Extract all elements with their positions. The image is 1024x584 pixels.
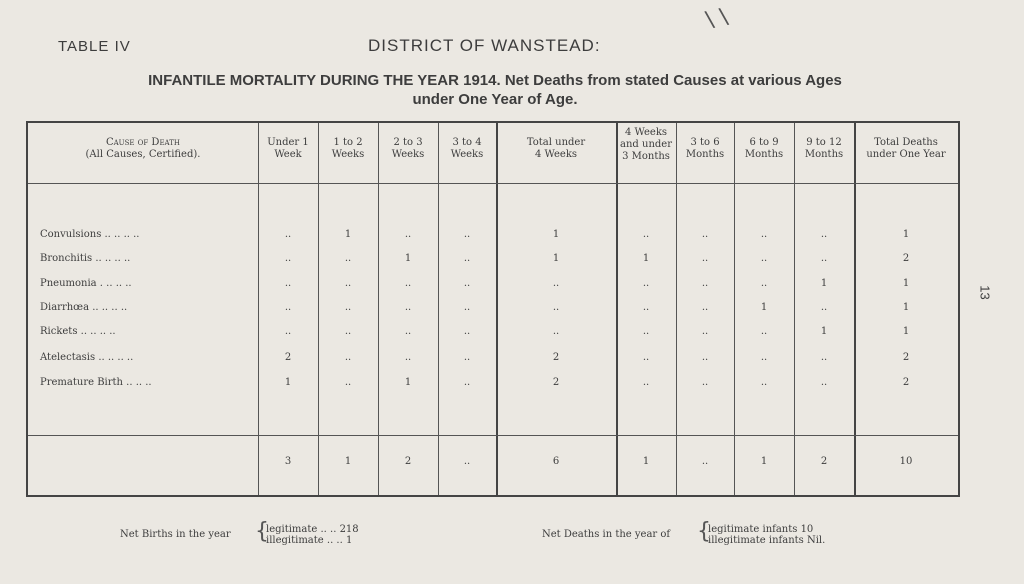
table-cell: 2 [552, 377, 560, 388]
totals-cell: 1 [642, 456, 650, 467]
table-cell: .. [820, 302, 828, 313]
table-title-line1: INFANTILE MORTALITY DURING THE YEAR 1914. Net Deaths from stated Causes at various Ages [148, 72, 842, 89]
row-cause-label: Atelectasis .. .. .. .. [40, 352, 134, 363]
column-header-line1: 2 to 3 [393, 137, 423, 148]
table-cell: 1 [642, 253, 650, 264]
deaths-legitimate: legitimate infants 10 [708, 524, 814, 535]
table-cell: 1 [284, 377, 292, 388]
births-legitimate: legitimate .. .. 218 [266, 524, 359, 535]
table-cell: .. [552, 302, 560, 313]
row-cause-label: Convulsions .. .. .. .. [40, 229, 140, 240]
table-cell: .. [463, 278, 471, 289]
column-header-line1: Cause of Death [105, 137, 181, 148]
table-cell: .. [344, 302, 352, 313]
table-cell: 1 [902, 302, 910, 313]
table-cell: 1 [760, 302, 768, 313]
table-label: TABLE IV [58, 38, 131, 55]
column-header-line2: Week [274, 149, 302, 160]
table-cell: .. [284, 278, 292, 289]
column-header-line2: under One Year [866, 149, 946, 160]
table-cell: .. [463, 253, 471, 264]
totals-cell: .. [701, 456, 709, 467]
column-header-line1: Under 1 [267, 137, 309, 148]
table-cell: 1 [552, 229, 560, 240]
row-cause-label: Diarrhœa .. .. .. .. [40, 302, 128, 313]
column-header-line2: 4 Weeks [534, 149, 578, 160]
table-cell: .. [642, 377, 650, 388]
column-header-line2: Months [685, 149, 725, 160]
column-header-line2: Months [804, 149, 844, 160]
table-cell: .. [284, 326, 292, 337]
table-cell: 2 [284, 352, 292, 363]
table-cell: .. [552, 278, 560, 289]
column-header [496, 137, 616, 161]
table-cell: .. [552, 326, 560, 337]
table-cell: .. [701, 377, 709, 388]
margin-mark: \ \ [703, 4, 731, 33]
column-header-line3: 3 Months [622, 151, 670, 162]
table-cell: .. [344, 377, 352, 388]
table-cell: .. [463, 326, 471, 337]
column-header [854, 137, 958, 161]
births-label: Net Births in the year [120, 529, 231, 540]
table-cell: .. [284, 302, 292, 313]
table-cell: .. [760, 253, 768, 264]
totals-cell: 1 [760, 456, 768, 467]
column-header [616, 127, 676, 163]
table-title-line2: under One Year of Age. [412, 91, 578, 108]
column-header [794, 137, 854, 161]
column-header-line2: Weeks [331, 149, 365, 160]
totals-cell: 6 [552, 456, 560, 467]
table-cell: 1 [404, 377, 412, 388]
table-cell: .. [701, 352, 709, 363]
totals-cell: .. [463, 456, 471, 467]
column-header [734, 137, 794, 161]
table-cell: 1 [552, 253, 560, 264]
header-rule [28, 183, 958, 184]
births-illegitimate: illegitimate .. .. 1 [266, 535, 353, 546]
table-cell: .. [701, 302, 709, 313]
table-cell: 1 [902, 278, 910, 289]
table-cell: .. [820, 377, 828, 388]
table-cell: 2 [902, 352, 910, 363]
table-cell: 2 [902, 253, 910, 264]
table-cell: .. [284, 253, 292, 264]
column-header [438, 137, 496, 161]
row-cause-label: Bronchitis .. .. .. .. [40, 253, 131, 264]
table-cell: .. [760, 326, 768, 337]
table-cell: .. [463, 377, 471, 388]
table-cell: .. [760, 352, 768, 363]
table-cell: .. [820, 253, 828, 264]
totals-cell: 2 [820, 456, 828, 467]
row-cause-label: Rickets .. .. .. .. [40, 326, 116, 337]
table-cell: .. [463, 302, 471, 313]
table-cell: 1 [344, 229, 352, 240]
column-header-line1: 1 to 2 [333, 137, 363, 148]
column-header [676, 137, 734, 161]
table-cell: .. [642, 352, 650, 363]
deaths-label: Net Deaths in the year of [542, 529, 671, 540]
column-header-line1: 6 to 9 [749, 137, 779, 148]
column-header-line2: Weeks [391, 149, 425, 160]
table-cell: .. [642, 278, 650, 289]
table-cell: .. [642, 326, 650, 337]
table-cell: .. [404, 302, 412, 313]
table-cell: .. [284, 229, 292, 240]
table-cell: 1 [902, 326, 910, 337]
table-cell: .. [760, 278, 768, 289]
page-number: 13 [977, 285, 993, 300]
column-header-line1: 3 to 4 [452, 137, 482, 148]
column-header-line1: 4 Weeks [624, 127, 668, 138]
table-cell: .. [404, 229, 412, 240]
column-header-line2: (All Causes, Certified). [85, 149, 201, 160]
column-header-line1: 9 to 12 [806, 137, 842, 148]
table-cell: .. [344, 326, 352, 337]
table-cell: 1 [820, 278, 828, 289]
totals-cell: 10 [899, 456, 913, 467]
table-cell: .. [820, 352, 828, 363]
table-cell: .. [404, 278, 412, 289]
totals-cell: 1 [344, 456, 352, 467]
table-cell: 2 [902, 377, 910, 388]
table-cell: .. [404, 352, 412, 363]
column-header-line2: and under [620, 139, 672, 150]
table-cell: .. [344, 253, 352, 264]
table-cell: .. [760, 377, 768, 388]
table-cell: .. [820, 229, 828, 240]
table-cell: .. [701, 229, 709, 240]
table-cell: 1 [902, 229, 910, 240]
deaths-illegitimate: illegitimate infants Nil. [708, 535, 826, 546]
table-cell: .. [760, 229, 768, 240]
table-cell: .. [701, 326, 709, 337]
births-brace: { [255, 519, 269, 544]
row-cause-label: Premature Birth .. .. .. [40, 377, 152, 388]
table-cell: .. [701, 278, 709, 289]
table-cell: .. [404, 326, 412, 337]
table-cell: .. [463, 229, 471, 240]
table-cell: 1 [404, 253, 412, 264]
column-header [258, 137, 318, 161]
row-cause-label: Pneumonia . .. .. .. [40, 278, 132, 289]
column-header-line2: Months [744, 149, 784, 160]
column-header [318, 137, 378, 161]
column-header [378, 137, 438, 161]
table-cell: .. [463, 352, 471, 363]
table-cell: .. [701, 253, 709, 264]
totals-rule [28, 435, 958, 436]
deaths-brace: { [697, 519, 711, 544]
district-title: DISTRICT OF WANSTEAD: [368, 36, 601, 55]
column-header [28, 137, 258, 161]
table-cell: .. [642, 229, 650, 240]
table-cell: .. [344, 278, 352, 289]
column-header-line2: Weeks [450, 149, 484, 160]
totals-cell: 3 [284, 456, 292, 467]
column-header-line1: Total Deaths [874, 137, 938, 148]
table-cell: 1 [820, 326, 828, 337]
table-cell: .. [642, 302, 650, 313]
column-header-line1: 3 to 6 [690, 137, 720, 148]
column-header-line1: Total under [526, 137, 586, 148]
table-cell: .. [344, 352, 352, 363]
table-cell: 2 [552, 352, 560, 363]
mortality-table [26, 121, 960, 497]
totals-cell: 2 [404, 456, 412, 467]
